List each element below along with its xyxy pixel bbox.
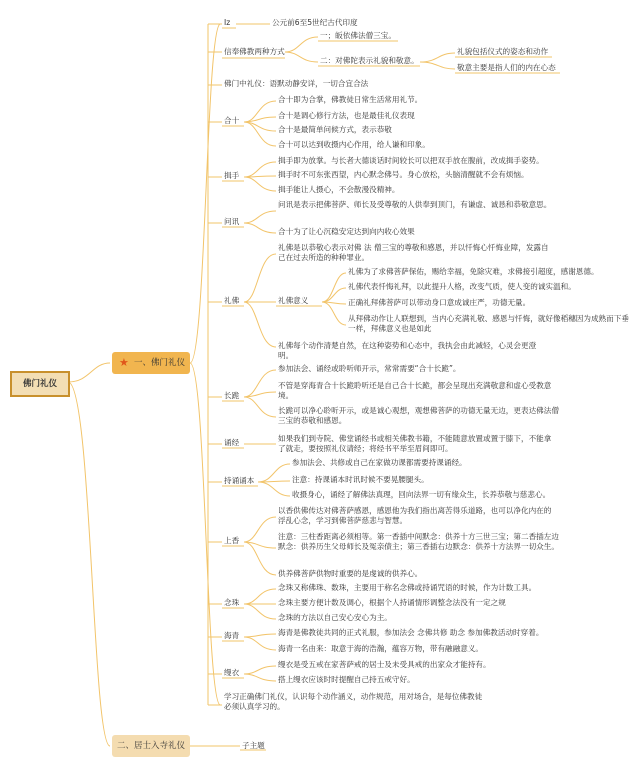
node-shangxiang-2[interactable]: 注意：三柱香距离必须相等。第一香插中间默念：供养十方三世三宝；第二香插左边默念：供养历生父母师长及冤亲债主；第三香插右边默念：供养十方法界一切众生。: [278, 532, 559, 551]
node-lifo-1[interactable]: 礼佛是以恭敬心表示对佛 法 僧三宝的尊敬和感恩，并以忏悔心忏悔业障，发露自己在过去所造的种种罪业。: [278, 243, 549, 262]
node-chisong-1[interactable]: 参加法会、共修或自己在家做功课都需要持课诵经。: [292, 458, 467, 467]
node-changgui-2[interactable]: 不管是穿海青合十长跪聆听还是自己合十长跪，都会呈现出充满敬意和虚心受教意境。: [278, 381, 552, 400]
node-haiqing[interactable]: 海青: [224, 631, 240, 640]
node-nianzhu[interactable]: 念珠: [224, 598, 240, 607]
star-icon: ★: [119, 356, 129, 369]
node-lifo-meaning-1[interactable]: 礼佛为了求佛菩萨保佑，赐给幸福，免除灾难，求佛接引超度，感谢恩德。: [348, 267, 599, 276]
node-songjing[interactable]: 诵经: [224, 438, 240, 447]
node-zhaoshou[interactable]: 揖手: [224, 171, 240, 180]
node-heshi-4[interactable]: 合十可以达到收摄内心作用，给人谦和印象。: [278, 140, 430, 149]
node-shangxiang-1[interactable]: 以香供佛传达对佛菩萨感恩，感恩他为我们指出离苦得乐道路，也可以净化内在的浮乱心念，学习到佛菩萨慈悲与智慧。: [278, 506, 552, 525]
node-belief-1[interactable]: 一；皈依佛法僧三宝。: [320, 31, 396, 40]
node-summary[interactable]: 学习正确佛门礼仪，认识每个动作涵义，动作规范，用对场合，是每位佛教徒必须认真学习的。: [224, 692, 483, 711]
node-zhaoshou-3[interactable]: 揖手能让人摄心，不会散漫没精神。: [278, 185, 400, 194]
node-changgui-3[interactable]: 长跪可以净心聆听开示，或是诚心观想，观想佛菩萨的功德无量无边，更表达佛法僧三宝的恭敬和感恩。: [278, 406, 559, 425]
node-manyi-1[interactable]: 缦衣是受五戒在家菩萨戒的居士及未受具戒的出家众才能持有。: [278, 660, 491, 669]
node-lifo-meaning-3[interactable]: 正确礼拜佛菩萨可以带动身口意成诚庄严，功德无量。: [348, 298, 531, 307]
node-shangxiang[interactable]: 上香: [224, 536, 240, 545]
root-node[interactable]: 佛门礼仪: [10, 371, 70, 397]
branch-label: 一、佛门礼仪: [134, 358, 186, 368]
node-chisong-2[interactable]: 注意：持课诵本时讯时候不要晃腰腿头。: [292, 475, 429, 484]
node-changgui-1[interactable]: 参加法会、诵经或聆听师开示，常常需要“合十长跪”。: [278, 364, 461, 373]
node-iz-note[interactable]: 公元前6至5世纪古代印度: [272, 18, 358, 27]
node-changgui[interactable]: 长跪: [224, 391, 240, 400]
node-songjing-1[interactable]: 如果我们到寺院、佛堂诵经书或相关佛教书籍，不能随意放置或置于膝下，不能拿了就走，要按照礼仪请经；将经书平举至眉间即可。: [278, 434, 552, 453]
node-lifo-meaning[interactable]: 礼佛意义: [278, 296, 309, 305]
node-etiquette-principle[interactable]: 佛门中礼仪：语默动静安详，一切合宜合法: [224, 79, 369, 88]
node-manyi-2[interactable]: 搭上缦衣应该时时提醒自己持五戒守好。: [278, 675, 415, 684]
node-lifo-2[interactable]: 礼佛每个动作清楚自然，在这种姿势和心态中，我执会由此减轻，心灵会更澄明。: [278, 341, 537, 360]
node-belief-2a[interactable]: 礼貌包括仪式的姿态和动作: [457, 47, 549, 56]
branch-layperson-temple-etiquette[interactable]: 二、居士入寺礼仪: [112, 735, 190, 757]
node-belief-2[interactable]: 二：对佛陀表示礼貌和敬意。: [320, 56, 419, 65]
node-chisong-3[interactable]: 收摄身心，诵经了解佛法真理，回向法界一切有缘众生，长养恭敬与慈悲心。: [292, 490, 551, 499]
node-zhaoshou-1[interactable]: 揖手即为放掌。与长者大德谈话时间较长可以把双手放在腹前，改成揖手姿势。: [278, 156, 544, 165]
node-nianzhu-1[interactable]: 念珠又称佛珠、数珠，主要用于称名念佛或持诵咒语的时候，作为计数工具。: [278, 583, 537, 592]
branch-buddhist-etiquette[interactable]: [112, 352, 190, 374]
node-wenxun-2[interactable]: 合十为了让心沉稳安定达到向内收心效果: [278, 227, 415, 236]
node-shangxiang-3[interactable]: 供养佛菩萨供物时重要的是虔诚的供养心。: [278, 569, 423, 578]
node-zhaoshou-2[interactable]: 揖手时不可东张西望，内心默念佛号。身心放松，头脑清醒就不会有烦恼。: [278, 170, 529, 179]
node-heshi[interactable]: 合十: [224, 116, 240, 125]
node-heshi-3[interactable]: 合十是最简单问候方式，表示恭敬: [278, 125, 392, 134]
node-nianzhu-3[interactable]: 念珠的方法以自己安心安心为主。: [278, 613, 392, 622]
node-belief-2b[interactable]: 敬意主要是指人们的内在心态: [457, 63, 556, 72]
node-chisong[interactable]: 持诵诵本: [224, 476, 255, 485]
node-heshi-2[interactable]: 合十是调心修行方法，也是最佳礼仪表现: [278, 111, 415, 120]
node-haiqing-2[interactable]: 海青一名由来：取意于海的浩瀚，蕴容万物，带有融融意义。: [278, 644, 484, 653]
node-haiqing-1[interactable]: 海青是佛教徒共同的正式礼服，参加法会 念佛共修 助念 参加佛教活动时穿着。: [278, 628, 544, 637]
node-lifo[interactable]: 礼佛: [224, 296, 240, 305]
subtopic-node[interactable]: 子主题: [242, 741, 265, 750]
node-wenxun-1[interactable]: 问讯是表示把佛菩萨、师长及受尊敬的人供奉到顶门，有谦虚、诚恳和恭敬意思。: [278, 200, 552, 209]
node-lifo-meaning-2[interactable]: 礼佛代表忏悔礼拜，以此提升人格，改变气质，使人变的诚实温和。: [348, 282, 576, 291]
node-lifo-meaning-4[interactable]: 从拜佛动作让人联想到，当内心充满礼敬、感恩与忏悔，就好像稻穗因为成熟而下垂一样，拜佛意义也是如此: [348, 314, 629, 333]
node-heshi-1[interactable]: 合十即为合掌，佛教徒日常生活常用礼节。: [278, 95, 423, 104]
node-iz[interactable]: Iz: [224, 18, 231, 27]
node-nianzhu-2[interactable]: 念珠主要方便计数及调心，根据个人持诵情形调整念法没有一定之规: [278, 598, 506, 607]
node-wenxun[interactable]: 问讯: [224, 217, 240, 226]
node-belief-ways[interactable]: 信奉佛教两种方式: [224, 47, 285, 56]
node-manyi[interactable]: 缦衣: [224, 668, 240, 677]
